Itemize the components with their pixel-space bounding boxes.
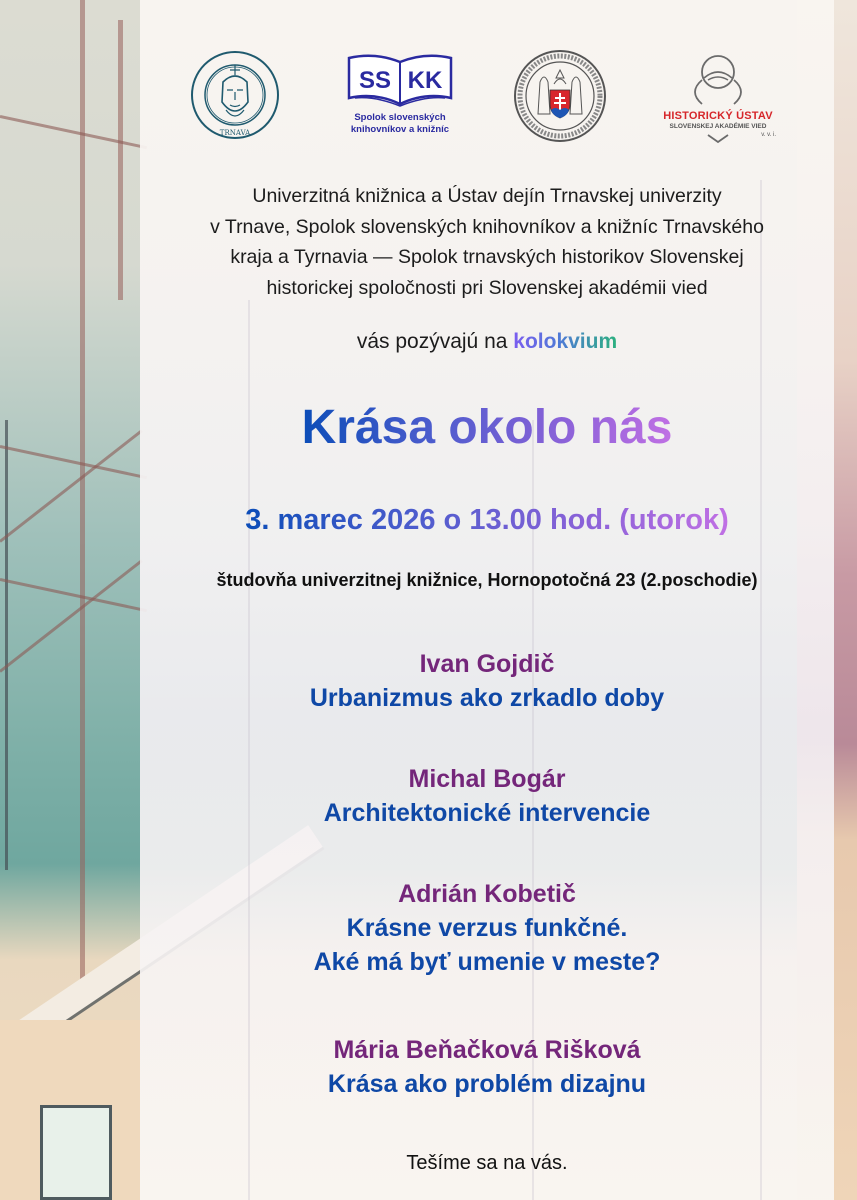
speaker-name: Mária Beňačková Rišková <box>333 1036 641 1064</box>
talk-item <box>140 762 834 830</box>
invitation-line: vás pozývajú na kolokvium <box>356 330 618 353</box>
historical-society-seal-logo <box>512 48 608 144</box>
logo-row <box>140 46 834 146</box>
speaker-name: Adrián Kobetič <box>398 880 576 908</box>
window-frame <box>0 559 143 672</box>
invitation <box>140 0 834 1200</box>
talk-item <box>140 1033 834 1101</box>
svg-text:KK: KK <box>407 67 443 94</box>
talk-topic: Aké má byť umenie v meste? <box>313 948 661 976</box>
talk-topic: Architektonické intervencie <box>323 799 651 827</box>
seal-text-trnava: TRNAVA <box>219 129 251 137</box>
talk-item <box>140 647 834 715</box>
talk-item <box>140 877 834 979</box>
closing-text: Tešíme sa na vás. <box>406 1152 568 1174</box>
window-frame <box>0 429 143 542</box>
historicky-ustav-title: HISTORICKÝ ÚSTAV <box>663 110 773 122</box>
window-frame <box>0 445 147 479</box>
talk-topic: Urbanizmus ako zrkadlo doby <box>309 684 665 712</box>
historicky-ustav-subtitle: SLOVENSKEJ AKADÉMIE VIED <box>669 123 767 130</box>
event-venue: študovňa univerzitnej knižnice, Hornopotočná 23 (2.poschodie) <box>216 570 758 590</box>
historicky-ustav-sav-logo <box>658 48 778 144</box>
speaker-name: Michal Bogár <box>408 765 566 793</box>
historicky-ustav-suffix: v. v. i. <box>761 132 776 138</box>
organizers-text: Univerzitná knižnica a Ústav dejín Trnavskej univerzity v Trnave, Spolok slovenských knihovníkov a knižníc Trnavského kraja a Tyrnavia — Spolok trnavských historikov Slovenskej historickej spoločnosti pri Slovenskej akadémii vied <box>210 185 764 299</box>
speaker-name: Ivan Gojdič <box>419 650 555 678</box>
window-frame <box>0 115 147 149</box>
talk-topic: Krása ako problém dizajnu <box>327 1070 647 1098</box>
window-frame <box>80 0 85 1000</box>
sskk-caption: Spolok slovenských knihovníkov a knižníc <box>350 112 450 135</box>
event-date: 3. marec 2026 o 13.00 hod. (utorok) <box>245 504 729 536</box>
kolokvium-highlight: kolokvium <box>513 330 618 353</box>
svg-text:SS: SS <box>358 67 392 94</box>
window-frame <box>118 20 123 300</box>
window-frame <box>0 578 147 612</box>
chevron-down-icon <box>706 134 730 144</box>
trnava-university-seal-logo <box>190 50 280 140</box>
event-title: Krása okolo nás <box>301 401 673 454</box>
building-window <box>40 1105 112 1200</box>
sskk-logo <box>345 48 455 142</box>
window-frame <box>5 420 8 870</box>
talk-topic: Krásne verzus funkčné. <box>346 914 628 942</box>
